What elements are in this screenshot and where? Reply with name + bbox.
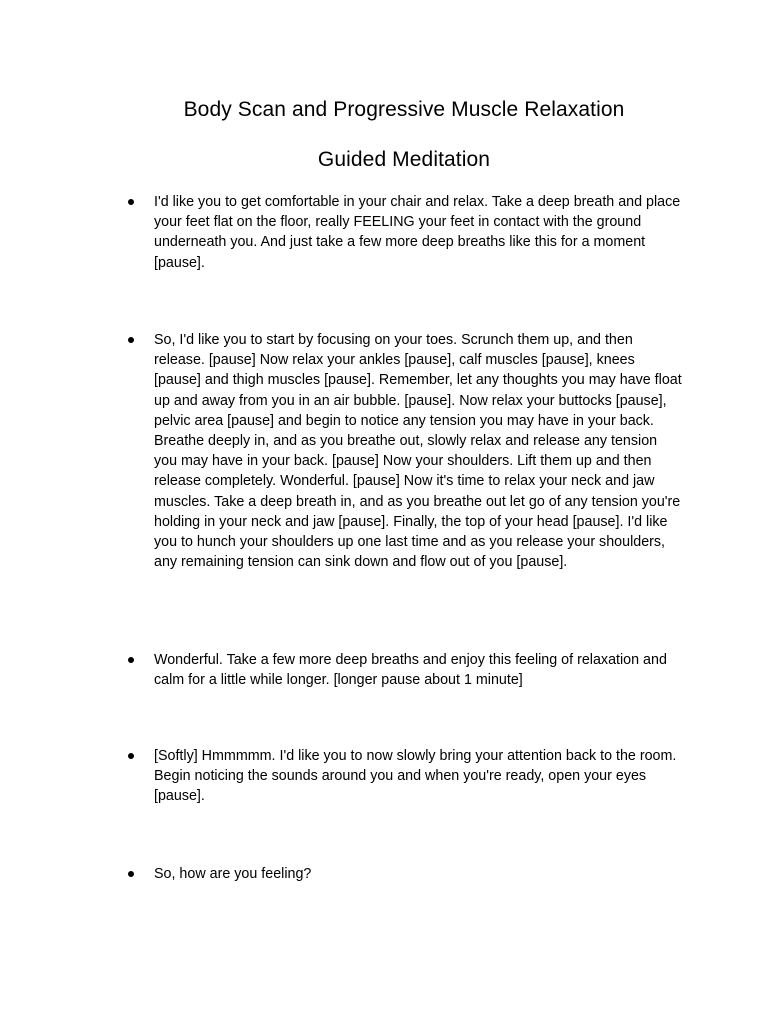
bullet-icon — [128, 199, 134, 205]
list-item-text: So, how are you feeling? — [154, 866, 312, 882]
list-item-text: Wonderful. Take a few more deep breaths and enjoy this feeling of relaxation and calm for a little while longer. [longer pause about 1 minute] — [154, 652, 667, 689]
list-item-text: So, I'd like you to start by focusing on your toes. Scrunch them up, and then release. [pause] Now relax your ankles [pause], calf muscles [pause], knees [pause] and thigh muscles [pause]. Remember, let any thoughts you may have float up and away from you in an air bubble. [pause]. Now relax your buttocks [pause], pelvic area [pause] and begin to notice any tension you may have in your back. Breathe deeply in, and as you breathe out, slowly relax and release any tension you may have in your back. [pause] Now your shoulders. Lift them up and then release completely. Wonderful. [pause] Now it's time to relax your neck and jaw muscles. Take a deep breath in, and as you breathe out let go of any tension you're holding in your neck and jaw [pause]. Finally, the top of your head [pause]. I'd like you to hunch your shoulders up one last time and as you release your shoulders, any remaining tension can sink down and flow out of you [pause]. — [154, 332, 682, 571]
bullet-icon — [128, 871, 134, 877]
document-title: Body Scan and Progressive Muscle Relaxation — [183, 98, 625, 121]
bullet-icon — [128, 753, 134, 759]
bullet-icon — [128, 657, 134, 663]
document-subtitle: Guided Meditation — [317, 148, 491, 171]
list-item-text: I'd like you to get comfortable in your chair and relax. Take a deep breath and place your feet flat on the floor, really FEELING your feet in contact with the ground underneath you. And just take a few more deep breaths like this for a moment [pause]. — [154, 194, 681, 271]
bullet-icon — [128, 337, 134, 343]
list-item-text: [Softly] Hmmmmm. I'd like you to now slowly bring your attention back to the room. Begin noticing the sounds around you and when you're ready, open your eyes [pause]. — [154, 748, 677, 805]
